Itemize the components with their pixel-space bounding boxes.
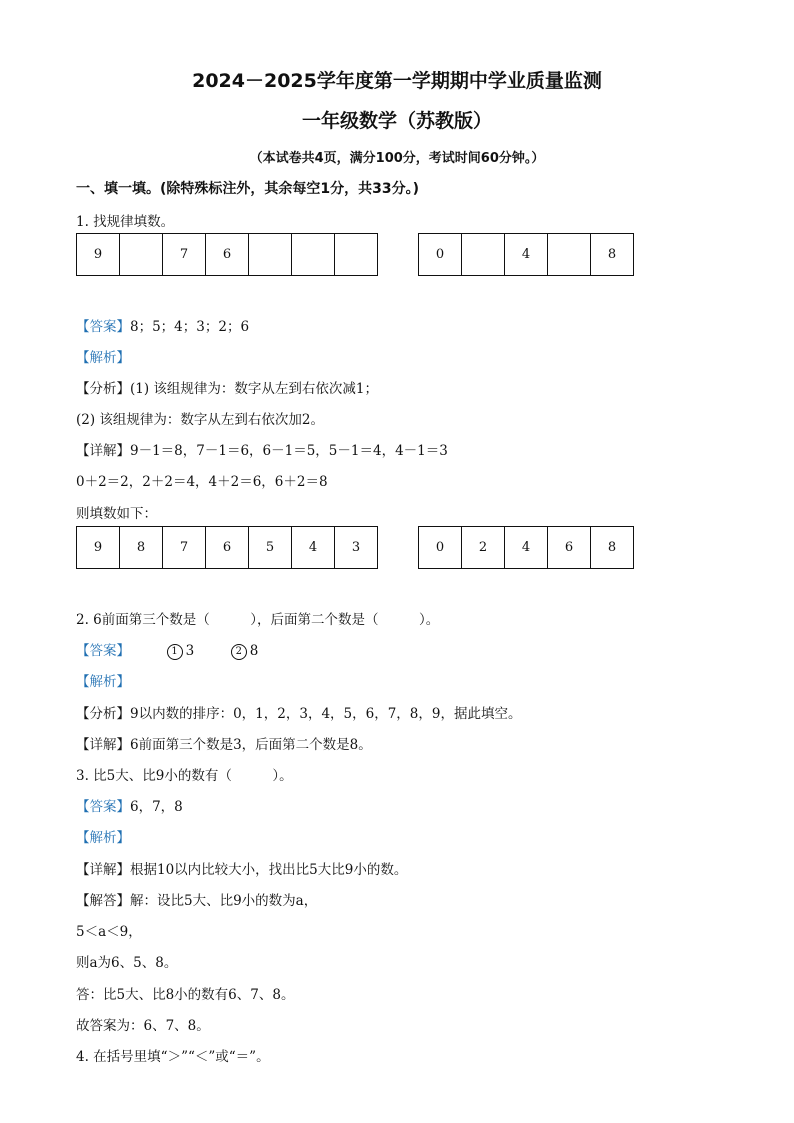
grid-cell: 0: [419, 527, 462, 569]
grid-cell: [335, 234, 378, 276]
jieda-text: 解：设比5大、比9小的数为a，: [130, 893, 318, 909]
grid-cell: 2: [462, 527, 505, 569]
analysis-tag: 【解析】: [76, 350, 130, 366]
q3-step4: 故答案为：6、7、8。: [76, 1018, 210, 1034]
answer-text: 8；5；4；3；2；6: [130, 319, 250, 335]
fenxi-text: (1) 该组规律为：数字从左到右依次减1；: [130, 381, 379, 397]
q3-question: 3. 比5大、比9小的数有（ ）。: [76, 768, 293, 784]
q1-detail2-line: 0＋2＝2，2＋2＝4，4＋2＝6，6＋2＝8: [76, 474, 328, 490]
grid-cell: 0: [419, 234, 462, 276]
fenxi-tag: 【分析】: [76, 381, 130, 397]
grid-cell: 4: [505, 234, 548, 276]
q2-fenxi-line: [76, 702, 521, 722]
circled-number-1: 1: [167, 644, 183, 660]
grid-cell: 4: [292, 527, 335, 569]
q4-question: 4. 在括号里填“＞”“＜”或“＝”。: [76, 1049, 270, 1065]
page-subtitle: 一年级数学（苏教版）: [301, 110, 492, 132]
q1-grid-left: [76, 233, 378, 276]
fenxi-text: 9以内数的排序：0，1，2，3，4，5，6，7，8，9，据此填空。: [130, 706, 522, 722]
q3-answer-line: [76, 795, 183, 815]
analysis-tag: 【解析】: [76, 830, 130, 846]
grid-cell: [249, 234, 292, 276]
q1-fill-intro: 则填数如下：: [76, 506, 157, 522]
q1-fenxi-line: [76, 377, 378, 397]
q1-detail-line: [76, 439, 448, 459]
q3-analysis-line: [76, 826, 130, 846]
q2-question: 2. 6前面第三个数是（ ），后面第二个数是（ ）。: [76, 612, 440, 628]
q3-step1: 5＜a＜9，: [76, 924, 142, 940]
grid-cell: 9: [77, 527, 120, 569]
detail-tag: 【详解】: [76, 737, 130, 753]
grid-cell: [120, 234, 163, 276]
answer-tag: 【答案】: [76, 643, 130, 659]
grid-cell: 8: [591, 527, 634, 569]
answer-2: 8: [249, 643, 259, 659]
grid-cell: [548, 234, 591, 276]
fenxi-tag: 【分析】: [76, 706, 130, 722]
grid-cell: 8: [120, 527, 163, 569]
q3-detail-line: [76, 858, 407, 878]
q1-grid-right: [418, 233, 634, 276]
q1-filled-grid-left: [76, 526, 378, 569]
section-heading: 一、填一填。(除特殊标注外，其余每空1分，共33分。): [76, 181, 420, 197]
answer-text: 6，7，8: [130, 799, 183, 815]
detail-text: 根据10以内比较大小，找出比5大比9小的数。: [130, 862, 408, 878]
q1-question: 1. 找规律填数。: [76, 214, 175, 230]
grid-cell: 7: [163, 527, 206, 569]
grid-cell: 4: [505, 527, 548, 569]
grid-cell: 6: [548, 527, 591, 569]
grid-cell: [292, 234, 335, 276]
q3-jieda-line: [76, 889, 317, 909]
analysis-tag: 【解析】: [76, 674, 130, 690]
jieda-tag: 【解答】: [76, 893, 130, 909]
detail-tag: 【详解】: [76, 443, 130, 459]
answer-tag: 【答案】: [76, 319, 130, 335]
grid-cell: 6: [206, 527, 249, 569]
q3-step2: 则a为6、5、8。: [76, 955, 178, 971]
detail-text: 9－1＝8，7－1＝6，6－1＝5，5－1＝4，4－1＝3: [130, 443, 448, 459]
answer-1: 3: [185, 643, 195, 659]
grid-cell: 7: [163, 234, 206, 276]
exam-note: （本试卷共4页，满分100分，考试时间60分钟。）: [249, 151, 545, 166]
q1-analysis-line: [76, 346, 130, 366]
q1-fenxi2-line: (2) 该组规律为：数字从左到右依次加2。: [76, 412, 325, 428]
q2-detail-line: [76, 733, 372, 753]
grid-cell: 6: [206, 234, 249, 276]
q2-answer-line: [76, 639, 258, 660]
grid-cell: 9: [77, 234, 120, 276]
grid-cell: 8: [591, 234, 634, 276]
grid-cell: 3: [335, 527, 378, 569]
circled-number-2: 2: [231, 644, 247, 660]
grid-cell: 5: [249, 527, 292, 569]
page-title: 2024－2025学年度第一学期期中学业质量监测: [192, 70, 602, 92]
detail-tag: 【详解】: [76, 862, 130, 878]
q2-analysis-line: [76, 670, 130, 690]
grid-cell: [462, 234, 505, 276]
q3-step3: 答：比5大、比8小的数有6、7、8。: [76, 987, 295, 1003]
detail-text: 6前面第三个数是3，后面第二个数是8。: [130, 737, 372, 753]
q1-answer-line: [76, 315, 249, 335]
answer-tag: 【答案】: [76, 799, 130, 815]
q1-filled-grid-right: [418, 526, 634, 569]
